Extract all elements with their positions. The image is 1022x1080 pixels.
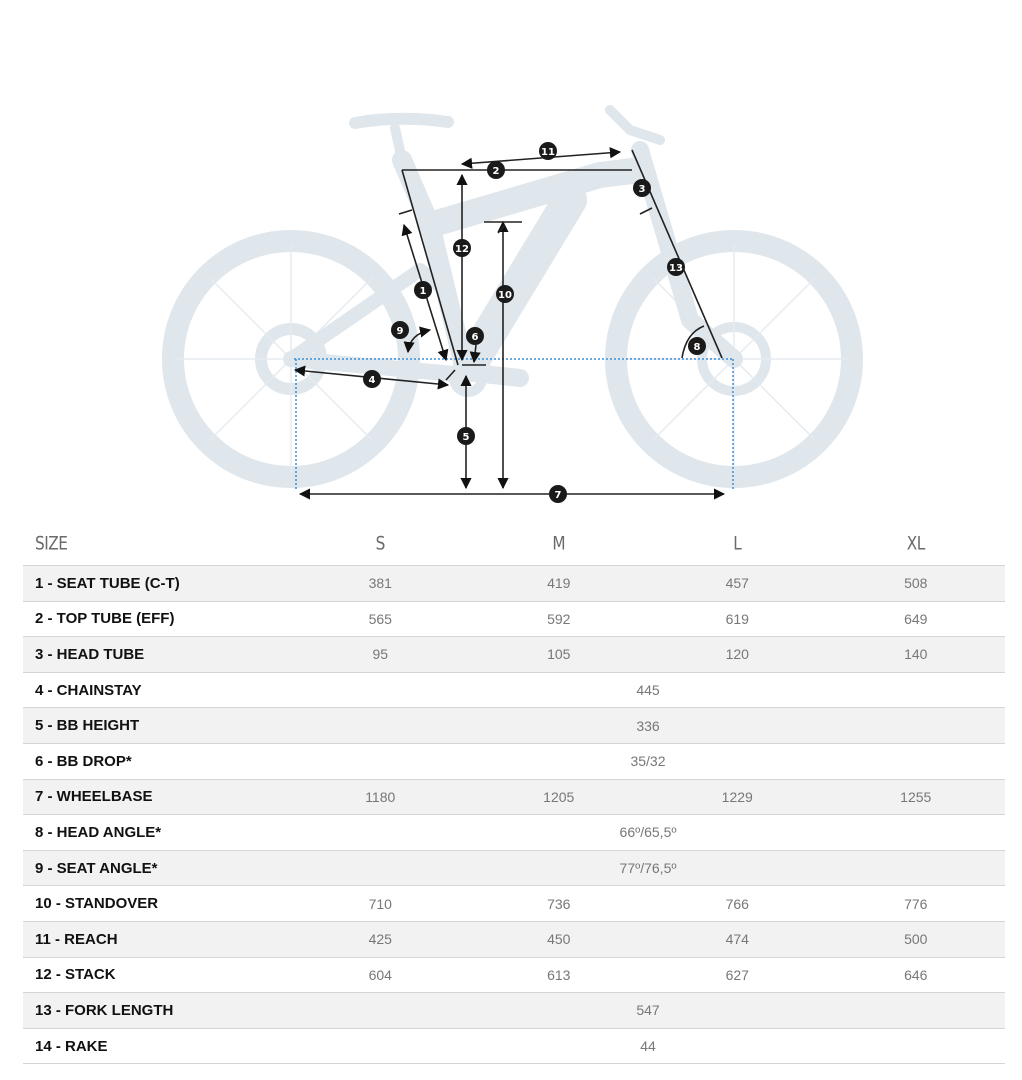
row-label: 12 - STACK [23,957,291,993]
row-value-all-sizes: 35/32 [291,743,1005,779]
marker-11 [539,142,557,160]
row-value: 736 [470,886,649,922]
row-label: 7 - WHEELBASE [23,779,291,815]
marker-2 [487,161,505,179]
table-row [23,957,1005,993]
row-value: 105 [470,637,649,673]
row-label: 3 - HEAD TUBE [23,637,291,673]
row-value: 120 [648,637,827,673]
table-row [23,1028,1005,1064]
row-value: 140 [827,637,1006,673]
table-row [23,601,1005,637]
row-value: 419 [470,566,649,602]
row-value: 619 [648,601,827,637]
row-value: 710 [291,886,470,922]
svg-text:7: 7 [554,490,562,501]
row-value-all-sizes: 547 [291,993,1005,1029]
header-s: S [291,520,470,568]
table-row [23,815,1005,851]
header-xl: XL [827,520,1006,568]
table-row [23,637,1005,673]
row-label: 9 - SEAT ANGLE* [23,850,291,886]
svg-text:2: 2 [492,166,500,177]
table-header-row [23,523,1005,566]
geometry-table [23,523,1005,1064]
svg-text:5: 5 [462,432,470,443]
marker-1 [414,281,432,299]
row-value: 474 [648,921,827,957]
row-value: 381 [291,566,470,602]
marker-13 [667,258,685,276]
row-label: 13 - FORK LENGTH [23,993,291,1029]
svg-text:1: 1 [419,286,427,297]
table-row [23,886,1005,922]
table-row [23,708,1005,744]
row-value: 646 [827,957,1006,993]
row-label: 6 - BB DROP* [23,743,291,779]
header-l: L [648,520,827,568]
table-row [23,743,1005,779]
row-value: 1180 [291,779,470,815]
table-row [23,921,1005,957]
row-value-all-sizes: 44 [291,1028,1005,1064]
svg-text:6: 6 [471,332,479,343]
row-value: 613 [470,957,649,993]
bike-illustration [0,0,1022,515]
table-row [23,672,1005,708]
row-label: 8 - HEAD ANGLE* [23,815,291,851]
svg-text:4: 4 [368,375,376,386]
row-value-all-sizes: 77º/76,5º [291,850,1005,886]
marker-5 [457,427,475,445]
row-value: 1255 [827,779,1006,815]
marker-12 [453,239,471,257]
row-value: 766 [648,886,827,922]
row-value: 500 [827,921,1006,957]
row-label: 5 - BB HEIGHT [23,708,291,744]
row-label: 11 - REACH [23,921,291,957]
table-body [23,566,1005,1064]
header-m: M [470,520,649,568]
row-value: 1229 [648,779,827,815]
row-label: 4 - CHAINSTAY [23,672,291,708]
table-row [23,993,1005,1029]
row-value: 508 [827,566,1006,602]
svg-text:12: 12 [455,244,469,255]
svg-text:8: 8 [693,342,701,353]
row-value: 592 [470,601,649,637]
marker-4 [363,370,381,388]
table-row [23,566,1005,602]
marker-8 [688,337,706,355]
svg-text:11: 11 [541,147,555,158]
marker-6 [466,327,484,345]
row-label: 1 - SEAT TUBE (C-T) [23,566,291,602]
bike-geometry-diagram [0,0,1022,515]
row-value: 627 [648,957,827,993]
svg-text:10: 10 [498,290,512,301]
row-value: 649 [827,601,1006,637]
row-value-all-sizes: 66º/65,5º [291,815,1005,851]
row-value-all-sizes: 336 [291,708,1005,744]
svg-text:3: 3 [638,184,646,195]
marker-3 [633,179,651,197]
row-label: 14 - RAKE [23,1028,291,1064]
row-value: 604 [291,957,470,993]
row-value: 425 [291,921,470,957]
row-value: 776 [827,886,1006,922]
table-row [23,779,1005,815]
svg-text:9: 9 [396,326,404,337]
row-value: 1205 [470,779,649,815]
row-label: 10 - STANDOVER [23,886,291,922]
svg-text:13: 13 [669,263,683,274]
table-row [23,850,1005,886]
row-value: 565 [291,601,470,637]
row-value: 450 [470,921,649,957]
row-value: 457 [648,566,827,602]
header-size: SIZE [23,520,291,568]
marker-9 [391,321,409,339]
marker-10 [496,285,514,303]
marker-7 [549,485,567,503]
row-value-all-sizes: 445 [291,672,1005,708]
row-label: 2 - TOP TUBE (EFF) [23,601,291,637]
row-value: 95 [291,637,470,673]
